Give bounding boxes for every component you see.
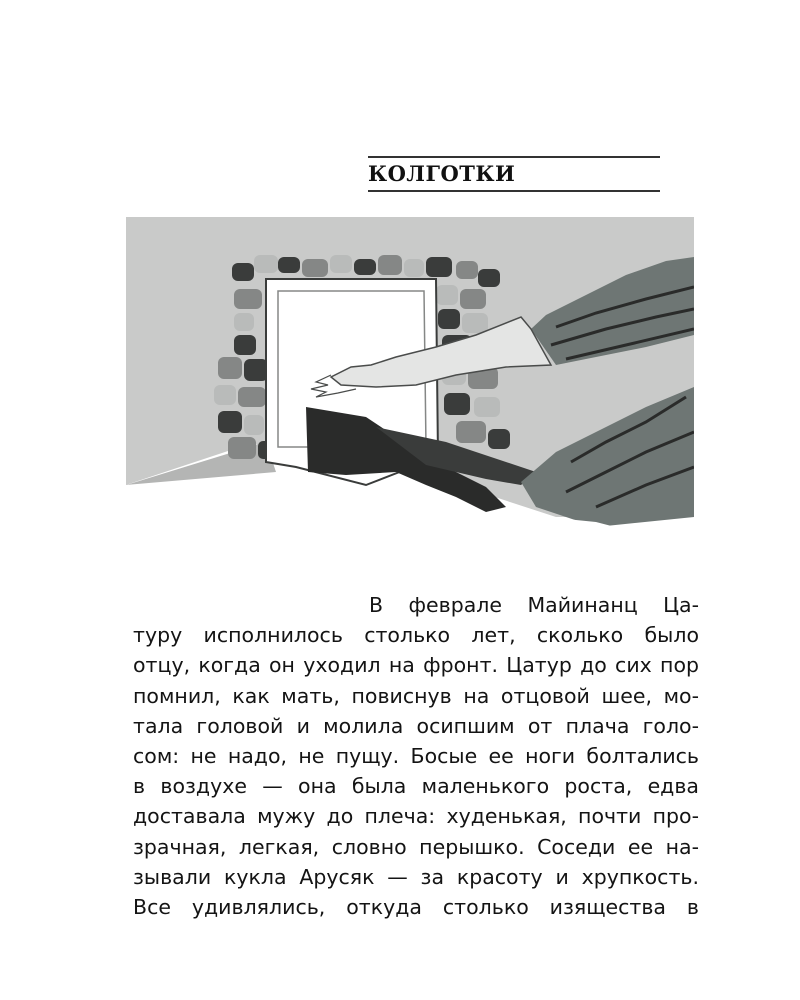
text-line: доставала мужу до плеча: худенькая, почти про-	[133, 804, 699, 829]
text-line: зрачная, легкая, словно перышко. Соседи ее на-	[133, 834, 699, 859]
text-line: В феврале Майинанц Ца-	[369, 593, 699, 617]
text-line: в воздухе — она была маленького роста, едва	[133, 774, 699, 799]
text-line: тала головой и молила осипшим от плача голо-	[133, 713, 699, 738]
text-line: помнил, как мать, повиснув на отцовой шее, мо-	[133, 683, 699, 708]
text-line: сом: не надо, не пущу. Босые ее ноги болтались	[133, 743, 699, 768]
text-line: отцу, когда он уходил на фронт. Цатур до сих пор	[133, 653, 699, 678]
text-line: туру исполнилось столько лет, сколько было	[133, 623, 699, 648]
text-line: зывали кукла Арусяк — за красоту и хрупкость.	[133, 864, 699, 889]
illustration-svg	[126, 217, 694, 540]
chapter-illustration	[126, 217, 694, 540]
text-line: Все удивлялись, откуда столько изящества в	[133, 894, 699, 919]
chapter-title: КОЛГОТКИ	[368, 161, 516, 186]
chapter-body	[133, 590, 699, 922]
chapter-header	[368, 156, 660, 192]
